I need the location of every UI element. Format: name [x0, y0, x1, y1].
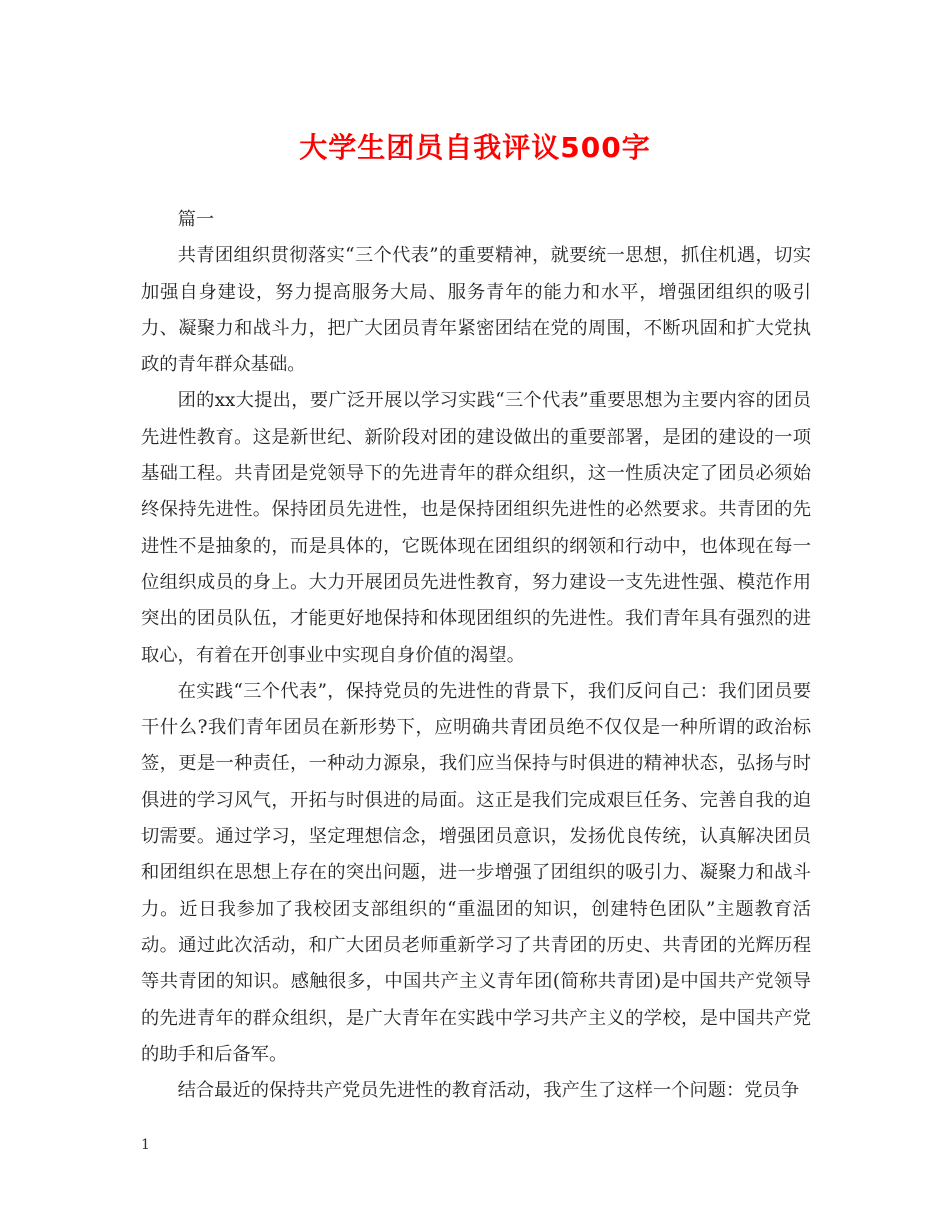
page-number: 1	[141, 1137, 150, 1153]
paragraph: 共青团组织贯彻落实“三个代表”的重要精神，就要统一思想，抓住机遇，切实加强自身建设，努力提高服务大局、服务青年的能力和水平，增强团组织的吸引力、凝聚力和战斗力，把广大团员青年紧密团结在党的周围，不断巩固和扩大党执政的青年群众基础。	[141, 245, 811, 376]
document-title: 大学生团员自我评议500字	[299, 131, 651, 164]
section-heading: 篇一	[177, 209, 215, 230]
paragraph: 团的xx大提出，要广泛开展以学习实践“三个代表”重要思想为主要内容的团员先进性教育。这是新世纪、新阶段对团的建设做出的重要部署，是团的建设的一项基础工程。共青团是党领导下的先进青年的群众组织，这一性质决定了团员必须始终保持先进性。保持团员先进性，也是保持团组织先进性的必然要求。共青团的先进性不是抽象的，而是具体的，它既体现在团组织的纲领和行动中，也体现在每一位组织成员的身上。大力开展团员先进性教育，努力建设一支先进性强、模范作用突出的团员队伍，才能更好地保持和体现团组织的先进性。我们青年具有强烈的进取心，有着在开创事业中实现自身价值的渴望。	[141, 390, 811, 666]
document-body	[141, 202, 811, 1109]
paragraph: 结合最近的保持共产党员先进性的教育活动，我产生了这样一个问题：党员争	[177, 1080, 800, 1102]
paragraph: 在实践“三个代表”，保持党员的先进性的背景下，我们反问自己：我们团员要干什么?我们青年团员在新形势下，应明确共青团员绝不仅仅是一种所谓的政治标签，更是一种责任，一种动力源泉，我们应当保持与时俱进的精神状态，弘扬与时俱进的学习风气，开拓与时俱进的局面。这正是我们完成艰巨任务、完善自我的迫切需要。通过学习，坚定理想信念，增强团员意识，发扬优良传统，认真解决团员和团组织在思想上存在的突出问题，进一步增强了团组织的吸引力、凝聚力和战斗力。近日我参加了我校团支部组织的“重温团的知识，创建特色团队”主题教育活动。通过此次活动，和广大团员老师重新学习了共青团的历史、共青团的光辉历程等共青团的知识。感触很多，中国共产主义青年团(简称共青团)是中国共产党领导的先进青年的群众组织，是广大青年在实践中学习共产主义的学校，是中国共产党的助手和后备军。	[141, 680, 811, 1065]
